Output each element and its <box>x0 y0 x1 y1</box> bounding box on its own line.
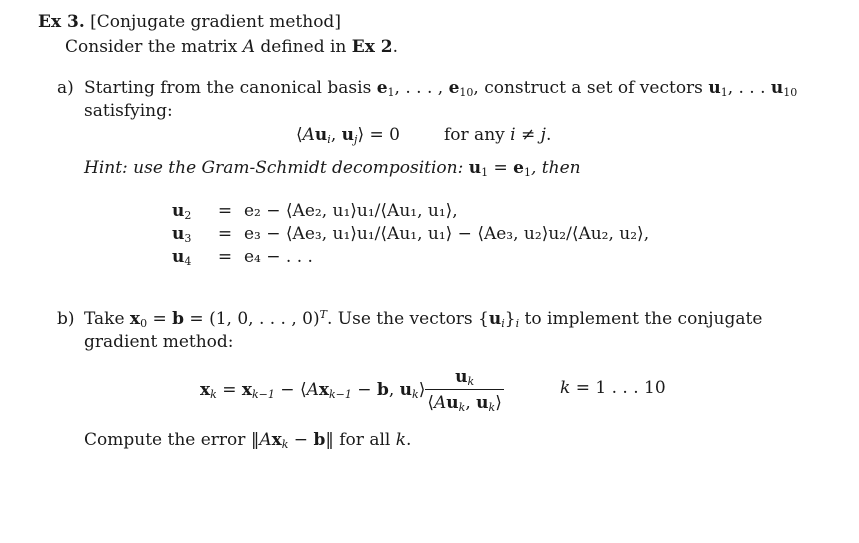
frac-den-u2-sub: k <box>488 401 496 414</box>
vec-u1-sub: 1 <box>720 86 728 99</box>
error-close: ‖ <box>325 430 334 450</box>
intro-matrix: A <box>242 37 255 57</box>
x0-sub: 0 <box>140 317 148 330</box>
frac-den-close: ⟩ <box>495 393 502 413</box>
eq1: = <box>147 309 173 329</box>
x0: x <box>129 309 141 329</box>
frac-den-u2: u <box>476 393 489 413</box>
vec-u1: u <box>708 78 721 98</box>
cond-neq: ≠ <box>515 125 541 145</box>
formula-comma: , <box>388 380 400 400</box>
part-b-line1 <box>84 309 762 329</box>
cond-u-j: u <box>341 125 355 145</box>
k-range <box>560 378 666 398</box>
hint-suffix: , then <box>531 158 581 178</box>
basis-e10-sub: 10 <box>459 86 474 99</box>
range-rest: = 1 . . . 10 <box>570 378 666 398</box>
frac-den-A: A <box>434 393 447 413</box>
cond-end: . <box>545 125 552 145</box>
part-a-line1-prefix: Starting from the canonical basis <box>84 78 377 98</box>
condition-for-any <box>444 125 551 145</box>
cond-open: ⟨ <box>296 125 303 145</box>
cond-i: i <box>327 133 331 146</box>
vec-u10-sub: 10 <box>783 86 798 99</box>
vec-sep: , . . . <box>727 78 771 98</box>
basis-sep: , . . . , <box>394 78 449 98</box>
formula-eq: = <box>216 380 242 400</box>
basis-e1-sub: 1 <box>387 86 395 99</box>
part-b-label: b) <box>57 309 75 329</box>
intro-ref: Ex 2 <box>351 37 393 57</box>
equation-rhs: e₂ − ⟨Ae₂, u₁⟩u₁/⟨Au₁, u₁⟩, <box>244 201 458 221</box>
hint-u1: u <box>468 158 482 178</box>
error-prefix: Compute the error <box>84 430 251 450</box>
frac-den-u: u <box>446 393 459 413</box>
equation-row <box>172 200 649 223</box>
equation-rhs: e₄ − . . . <box>244 247 313 267</box>
cond-A: A <box>302 125 315 145</box>
step-fraction <box>425 366 503 414</box>
cond-for-i: i <box>510 125 516 145</box>
error-instruction <box>84 430 411 450</box>
formula-uk: u <box>399 380 413 400</box>
formula-uk-sub: k <box>412 388 419 401</box>
frac-den-comma: , <box>465 393 477 413</box>
formula-b: b <box>376 380 389 400</box>
eq-lhs-sub: 4 <box>184 255 192 268</box>
xk-sub: k <box>210 388 217 401</box>
equation-lhs <box>172 246 206 269</box>
formula-Ax: x <box>318 380 330 400</box>
gram-schmidt-hint <box>84 158 581 178</box>
xk-1-sub: k−1 <box>252 388 275 401</box>
xk: x <box>200 380 211 400</box>
equation-row <box>172 246 649 269</box>
intro-suffix: . <box>392 37 399 57</box>
frac-den-u-sub: k <box>458 401 466 414</box>
exercise-title: [Conjugate gradient method] <box>90 12 341 32</box>
intro-prefix: Consider the matrix <box>65 37 243 57</box>
hint-e1-sub: 1 <box>524 166 531 179</box>
equation-op: = <box>217 201 233 221</box>
equation-lhs <box>172 223 206 246</box>
cond-for: for any <box>444 125 511 145</box>
set-close: } <box>504 309 516 329</box>
frac-num-sub: k <box>467 375 475 388</box>
set-u: u <box>488 309 502 329</box>
error-x-sub: k <box>281 438 289 451</box>
gram-schmidt-equations <box>172 200 649 269</box>
error-A: A <box>259 430 272 450</box>
intro-mid: defined in <box>255 37 352 57</box>
basis-e1: e <box>376 78 388 98</box>
equation-op: = <box>217 224 233 244</box>
error-open: ‖ <box>250 430 260 450</box>
cond-close: ⟩ = 0 <box>357 125 400 145</box>
frac-num-u: u <box>455 367 468 387</box>
error-k: k <box>395 430 407 450</box>
formula-minus: − ⟨ <box>274 380 307 400</box>
hint-prefix: Hint: use the Gram-Schmidt decomposition: <box>84 158 469 178</box>
xk-1: x <box>241 380 253 400</box>
basis-e10: e <box>448 78 460 98</box>
fraction-numerator <box>425 366 503 389</box>
part-b-suffix: to implement the conjugate <box>519 309 763 329</box>
eq-lhs-u: u <box>172 247 185 267</box>
fraction-denominator <box>425 389 503 414</box>
cond-u-i: u <box>314 125 328 145</box>
intro-text <box>65 37 398 57</box>
formula-Ax-sub: k−1 <box>329 388 352 401</box>
set-u-sub: i <box>501 317 505 330</box>
error-b: b <box>313 430 326 450</box>
error-x: x <box>271 430 282 450</box>
error-suffix: for all <box>333 430 396 450</box>
error-minus: − <box>288 430 314 450</box>
part-b-line2: gradient method: <box>84 332 234 352</box>
eq2: = (1, 0, . . . , 0) <box>184 309 320 329</box>
equation-lhs <box>172 200 206 223</box>
range-k: k <box>560 378 571 398</box>
equation-row <box>172 223 649 246</box>
hint-eq: = <box>488 158 514 178</box>
orthogonality-condition <box>296 125 400 145</box>
equation-op: = <box>217 247 233 267</box>
error-end: . <box>406 430 412 450</box>
frac-den-open: ⟨ <box>427 393 434 413</box>
eq-lhs-sub: 3 <box>184 232 192 245</box>
cond-comma: , <box>330 125 342 145</box>
formula-minus-b: − <box>351 380 377 400</box>
eq-lhs-sub: 2 <box>184 209 192 222</box>
equation-rhs: e₃ − ⟨Ae₃, u₁⟩u₁/⟨Au₁, u₁⟩ − ⟨Ae₃, u₂⟩u₂/⟨Au₂, u₂⟩, <box>244 224 650 244</box>
hint-u1-sub: 1 <box>481 166 489 179</box>
cond-for-j: j <box>540 125 546 145</box>
eq-lhs-u: u <box>172 224 185 244</box>
transpose: T <box>319 308 327 321</box>
hint-e1: e <box>513 158 524 178</box>
cond-j: j <box>354 133 358 146</box>
set-close-sub: i <box>515 317 520 330</box>
part-a-line2: satisfying: <box>84 101 173 121</box>
vec-u10: u <box>770 78 784 98</box>
part-b-mid: . Use the vectors { <box>326 309 489 329</box>
exercise-label: Ex 3. <box>38 12 85 32</box>
eq-lhs-u: u <box>172 201 185 221</box>
take-text: Take <box>84 309 130 329</box>
part-a-line1-mid: , construct a set of vectors <box>473 78 709 98</box>
part-a-line1 <box>84 78 797 98</box>
formula-A: A <box>306 380 319 400</box>
exercise-heading <box>38 12 341 32</box>
part-a-label: a) <box>57 78 74 98</box>
formula-close: ⟩ <box>418 380 426 400</box>
cg-update-formula <box>200 366 504 414</box>
b-vector: b <box>172 309 185 329</box>
